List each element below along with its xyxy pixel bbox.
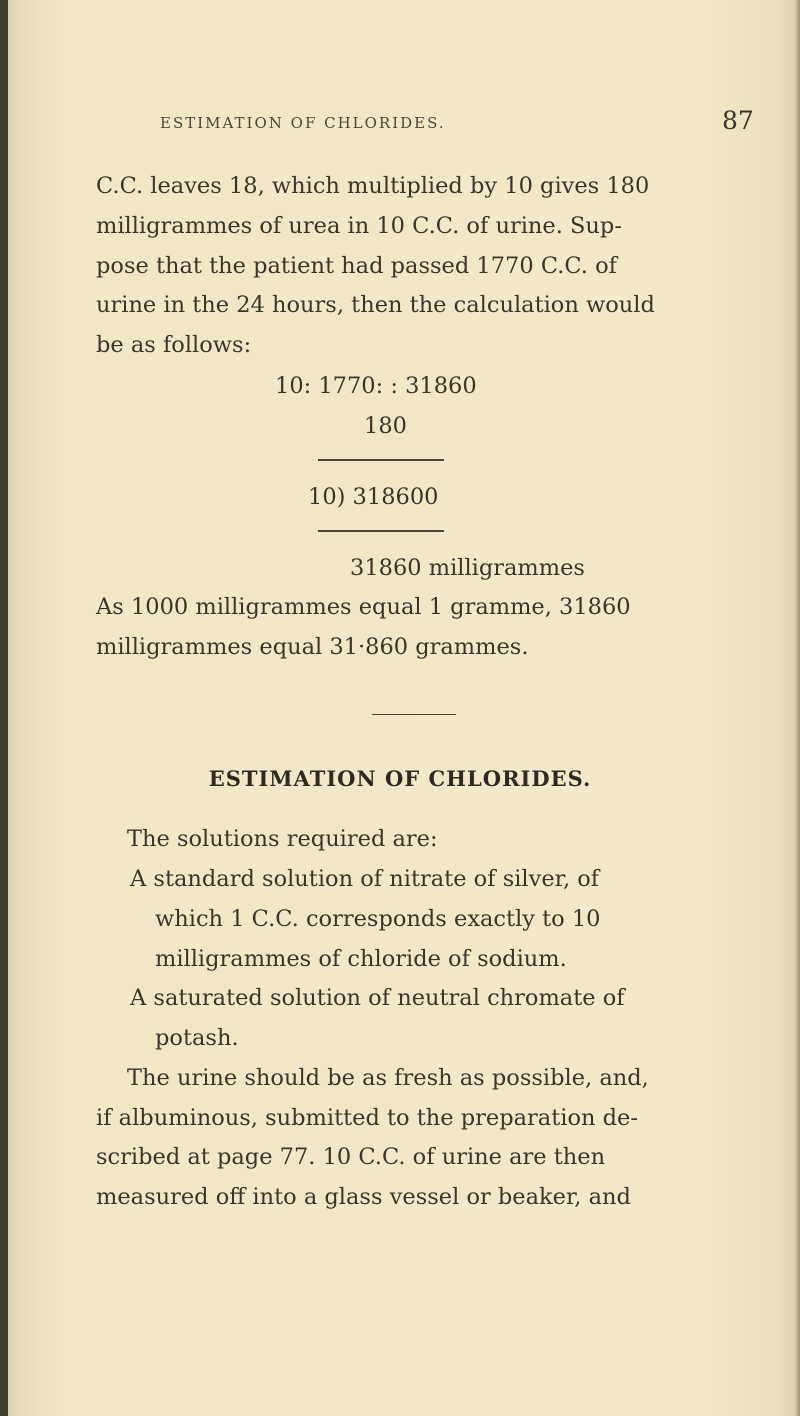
calc-multiplier: 180 xyxy=(364,413,407,439)
text-line: measured off into a glass vessel or beaker, and xyxy=(96,1184,631,1210)
list-item-line: A standard solution of nitrate of silver, of xyxy=(130,866,600,892)
calc-rule xyxy=(318,459,444,461)
page-header xyxy=(0,108,800,138)
text-line: if albuminous, submitted to the preparation de- xyxy=(96,1105,638,1131)
text-line: As 1000 milligrammes equal 1 gramme, 31860 xyxy=(96,594,631,620)
text-line: The solutions required are: xyxy=(127,826,438,852)
page-right-edge xyxy=(794,0,800,1416)
calc-proportion: 10: 1770: : 31860 xyxy=(275,373,477,399)
running-head: ESTIMATION OF CHLORIDES. xyxy=(160,114,446,132)
list-item-line: milligrammes of chloride of sodium. xyxy=(155,946,567,972)
text-line: be as follows: xyxy=(96,332,252,358)
text-line: pose that the patient had passed 1770 C.C. of xyxy=(96,253,617,279)
section-heading: ESTIMATION OF CHLORIDES. xyxy=(208,766,592,791)
text-line: milligrammes of urea in 10 C.C. of urine. Sup- xyxy=(96,213,622,239)
list-item-line: potash. xyxy=(155,1025,239,1051)
text-line: The urine should be as fresh as possible, and, xyxy=(127,1065,649,1091)
page-binding-edge xyxy=(0,0,8,1416)
list-item-line: A saturated solution of neutral chromate of xyxy=(130,985,625,1011)
section-divider xyxy=(372,714,456,715)
calc-result: 31860 milligrammes xyxy=(350,555,585,581)
text-line: milligrammes equal 31·860 grammes. xyxy=(96,634,529,660)
text-line: urine in the 24 hours, then the calculation would xyxy=(96,292,655,318)
calc-division: 10) 318600 xyxy=(308,484,439,510)
page-number: 87 xyxy=(722,106,754,135)
text-line: scribed at page 77. 10 C.C. of urine are then xyxy=(96,1144,606,1170)
calc-rule xyxy=(318,530,444,532)
text-line: C.C. leaves 18, which multiplied by 10 gives 180 xyxy=(96,173,650,199)
list-item-line: which 1 C.C. corresponds exactly to 10 xyxy=(155,906,601,932)
